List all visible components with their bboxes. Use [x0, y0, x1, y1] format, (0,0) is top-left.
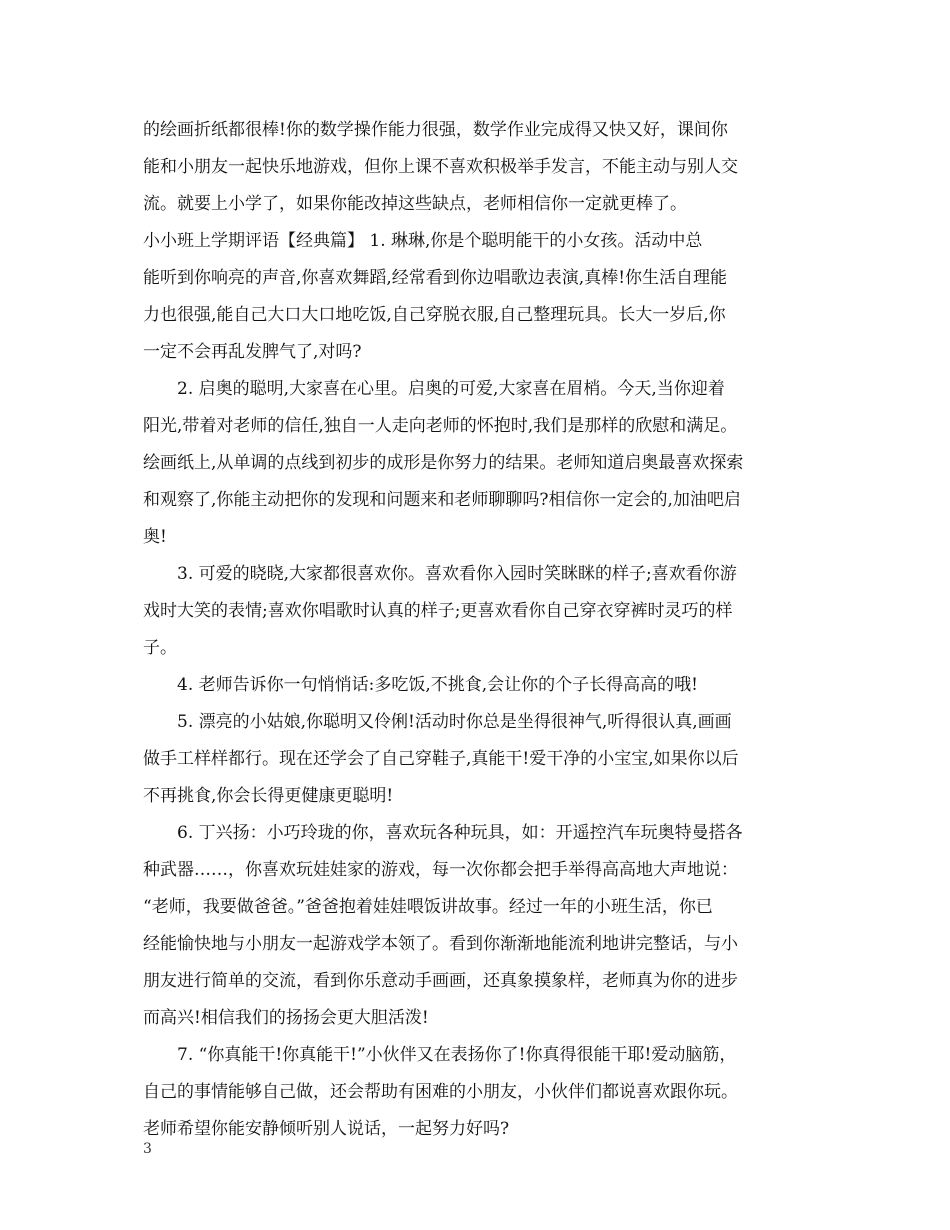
- paragraph-start-6: 6. 丁兴扬：小巧玲珑的你，喜欢玩各种玩具，如：开遥控汽车玩奥特曼搭各: [177, 823, 743, 843]
- text-line: 的绘画折纸都很棒!你的数学操作能力很强，数学作业完成得又快又好，课间你: [143, 120, 728, 140]
- text-line: 和观察了,你能主动把你的发现和问题来和老师聊聊吗?相信你一定会的,加油吧启: [143, 490, 741, 510]
- page-number: 3: [143, 1141, 152, 1157]
- section-heading-line: 小小班上学期评语【经典篇】 1. 琳琳,你是个聪明能干的小女孩。活动中总: [143, 231, 703, 251]
- text-line: 一定不会再乱发脾气了,对吗?: [143, 342, 362, 362]
- paragraph-start-5: 5. 漂亮的小姑娘,你聪明又伶俐!活动时你总是坐得很神气,听得很认真,画画: [177, 712, 732, 732]
- paragraph-start-2: 2. 启奥的聪明,大家喜在心里。启奥的可爱,大家喜在眉梢。今天,当你迎着: [177, 379, 725, 399]
- text-line: 经能愉快地与小朋友一起游戏学本领了。看到你渐渐地能流利地讲完整话，与小: [143, 934, 738, 954]
- text-line: 自己的事情能够自己做，还会帮助有困难的小朋友，小伙伴们都说喜欢跟你玩。: [143, 1082, 738, 1102]
- text-line: 做手工样样都行。现在还学会了自己穿鞋子,真能干!爱干净的小宝宝,如果你以后: [143, 749, 739, 769]
- paragraph-start-3: 3. 可爱的晓晓,大家都很喜欢你。喜欢看你入园时笑眯眯的样子;喜欢看你游: [177, 564, 737, 584]
- text-line: 能和小朋友一起快乐地游戏，但你上课不喜欢积极举手发言，不能主动与别人交: [143, 157, 738, 177]
- text-line: “老师，我要做爸爸。”爸爸抱着娃娃喂饭讲故事。经过一年的小班生活，你已: [143, 897, 713, 917]
- text-line: 子。: [143, 638, 177, 658]
- text-line: 戏时大笑的表情;喜欢你唱歌时认真的样子;更喜欢看你自己穿衣穿裤时灵巧的样: [143, 601, 733, 621]
- text-line: 绘画纸上,从单调的点线到初步的成形是你努力的结果。老师知道启奥最喜欢探索: [143, 453, 744, 473]
- text-line: 能听到你响亮的声音,你喜欢舞蹈,经常看到你边唱歌边表演,真棒!你生活自理能: [143, 268, 728, 288]
- text-line: 力也很强,能自己大口大口地吃饭,自己穿脱衣服,自己整理玩具。长大一岁后,你: [143, 305, 726, 325]
- text-line: 朋友进行简单的交流，看到你乐意动手画画，还真象摸象样，老师真为你的进步: [143, 971, 738, 991]
- document-body: [143, 112, 813, 1148]
- text-line: 流。就要上小学了，如果你能改掉这些缺点，老师相信你一定就更棒了。: [143, 194, 687, 214]
- paragraph-start-4: 4. 老师告诉你一句悄悄话:多吃饭,不挑食,会让你的个子长得高高的哦!: [177, 675, 698, 695]
- paragraph-start-7: 7. “你真能干!你真能干!”小伙伴又在表扬你了!你真得很能干耶!爱动脑筋，: [177, 1045, 737, 1065]
- text-line: 阳光,带着对老师的信任,独自一人走向老师的怀抱时,我们是那样的欣慰和满足。: [143, 416, 738, 436]
- text-line: 老师希望你能安静倾听别人说话，一起努力好吗?: [143, 1119, 510, 1139]
- text-line: 而高兴!相信我们的扬扬会更大胆活泼!: [143, 1008, 429, 1028]
- text-line: 奥!: [143, 527, 167, 547]
- text-line: 种武器……，你喜欢玩娃娃家的游戏，每一次你都会把手举得高高地大声地说：: [143, 860, 738, 880]
- text-line: 不再挑食,你会长得更健康更聪明!: [143, 786, 394, 806]
